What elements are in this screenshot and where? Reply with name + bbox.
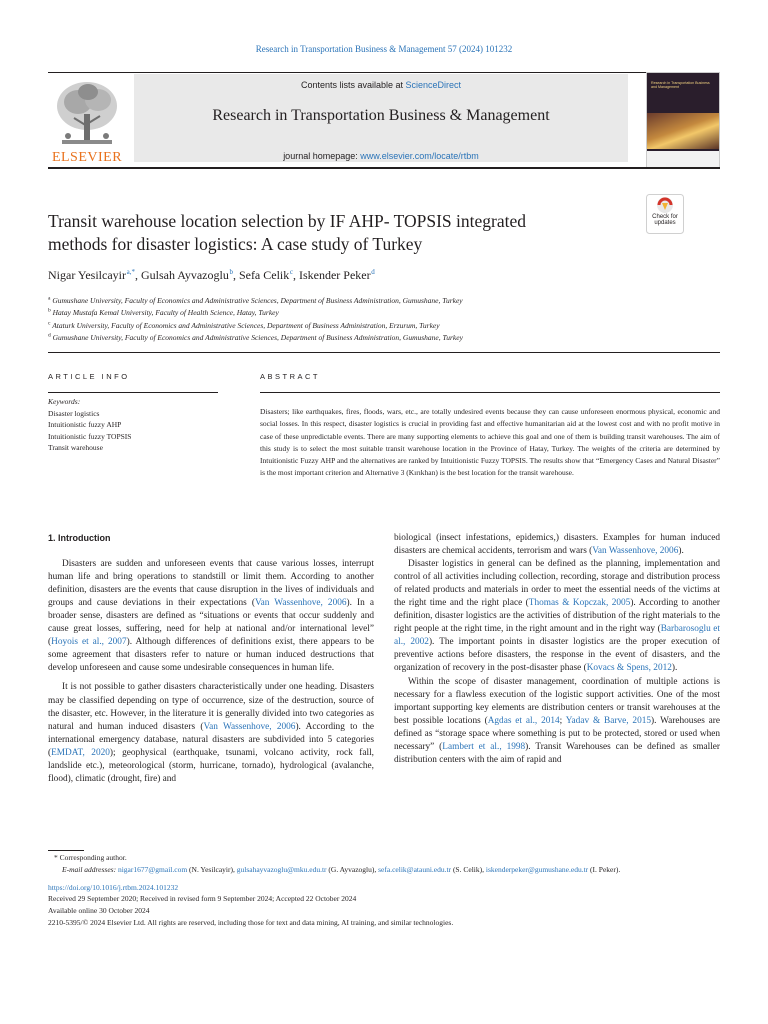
footnote-rule [48, 850, 84, 851]
body-paragraph: It is not possible to gather disasters characteristically under one heading. Disasters may be classified depending on type of occurrence, size of the destruction, source of the disaster, etc. However, in the literature it is generally divided into two categories as natural and human induced disasters (Van Wassenhove, 2006). According to the international emergency database, natural disasters are subdivided into 5 categories (EMDAT, 2020); geophysical (earthquake, tsunami, volcano activity, rock fall, landslide etc.), meteorological (storm, hurricane, tornado), hydrological (avalanche, flood), climatic (drought, fire) and [48, 682, 374, 784]
copyright-notice: 2210-5395/© 2024 Elsevier Ltd. All rights are reserved, including those for text and data mining, AI training, and similar technologies. [48, 917, 454, 927]
affiliation-marker: c [48, 320, 51, 327]
abstract-heading: ABSTRACT [260, 372, 321, 381]
journal-homepage-line [134, 151, 628, 161]
affiliation-text: Ataturk University, Faculty of Economics and Administrative Sciences, Department of Business Administration, Erzurum, Turkey [52, 320, 440, 330]
citation-link[interactable]: Kovacs & Spens, 2012 [586, 663, 672, 674]
keyword-item: Transit warehouse [48, 443, 103, 452]
keyword-item: Disaster logistics [48, 408, 100, 418]
affiliation-marker: d [48, 332, 51, 339]
keywords-label: Keywords: [48, 397, 81, 406]
author-name[interactable]: Iskender Peker [298, 268, 371, 282]
author-name[interactable]: Sefa Celik [238, 268, 290, 282]
body-column-left [48, 532, 374, 786]
affiliation-text: Gumushane University, Faculty of Economics and Administrative Sciences, Department of Business Administration, Gumushane, Turkey [52, 296, 463, 305]
email-link[interactable]: nigar1677@gmail.com [117, 864, 188, 874]
available-online-date: Available online 30 October 2024 [48, 906, 150, 916]
affiliation-item [48, 320, 718, 332]
section-title-introduction: 1. Introduction [48, 533, 111, 543]
body-paragraph: Disaster logistics in general can be defined as the planning, implementation and control of all activities including collection, recording, storage and distribution process of related products and materials in order to meet the essential needs of the victims at the right time and the right place (Thomas & Kopczak, 2005). According to another definition, disaster logistics are the activities of distribution of the right materials to the right people at the right time, in the right amount and in the right way (Barbarosoglu et al., 2002). The important points in disaster logistics are the proper execution of preventive actions before disasters, the response in the event of disasters, and the organization of recovery in the post-disaster phase (Kovacs & Spens, 2012). [394, 559, 720, 674]
body-column-right [394, 532, 720, 767]
email-label: E-mail addresses: [62, 864, 118, 874]
email-addresses: E-mail addresses: nigar1677@gmail.com (N. Yesilcayir), gulsahayvazoglu@mku.edu.tr (G. Ayvazoglu), sefa.celik@atauni.edu.tr (S. Celik), iskenderpeker@gumushane.edu.tr (I. Peker). [62, 864, 621, 874]
affiliation-item [48, 295, 718, 307]
citation-link[interactable]: Thomas & Kopczak, 2005 [528, 598, 631, 609]
cover-title: Research in Transportation Business and Management [651, 81, 710, 90]
check-for-updates-label[interactable] [646, 214, 684, 226]
header-bottom-rule [48, 167, 720, 169]
citation-link[interactable]: Lambert et al., 1998 [442, 741, 526, 752]
affiliation-text: Hatay Mustafa Kemal University, Faculty of Health Science, Hatay, Turkey [52, 308, 279, 318]
abstract-rule [260, 392, 720, 393]
keyword-item: Intuitionistic fuzzy AHP [48, 420, 122, 429]
affiliation-bottom-rule [48, 352, 720, 353]
email-link[interactable]: iskenderpeker@gumushane.edu.tr [485, 864, 589, 874]
sciencedirect-link[interactable]: ScienceDirect [405, 80, 462, 90]
email-link[interactable]: sefa.celik@atauni.edu.tr [378, 864, 452, 874]
keywords-block [48, 396, 218, 454]
author-affiliation-marker[interactable]: a,* [126, 268, 135, 276]
article-info-rule [48, 392, 218, 393]
author-affiliation-marker[interactable]: b [229, 268, 233, 276]
check-updates-line1: Check for [652, 214, 678, 220]
body-paragraph: biological (insect infestations, epidemics,) disasters. Examples for human induced disasters are chemical accidents, terrorism and wars (Van Wassenhove, 2006). [394, 533, 720, 557]
journal-cover-thumbnail[interactable] [646, 72, 720, 168]
author-affiliation-marker[interactable]: c [289, 268, 293, 276]
contents-prefix: Contents lists available at [300, 80, 406, 90]
citation-link[interactable]: Hoyois et al., 2007 [51, 637, 127, 648]
affiliation-marker: a [48, 295, 51, 302]
footnotes-block [48, 852, 720, 929]
article-title-line2: methods for disaster logistics: A case study of Turkey [48, 234, 423, 254]
journal-reference-link[interactable]: Research in Transportation Business & Management 57 (2024) 101232 [255, 44, 513, 54]
article-info-heading: ARTICLE INFO [48, 372, 130, 381]
affiliation-list [48, 295, 718, 344]
homepage-prefix: journal homepage: [283, 151, 361, 161]
author-separator: , [134, 268, 141, 282]
abstract-text: Disasters; like earthquakes, fires, floods, wars, etc., are totally undesired events because they can cause unforeseen enormous physical, economic and social losses. In this respect, disaster logistics is crucial in providing fast and effective humanitarian aid at the lowest cost and with no profit motive in case of these unpredictable events. There are many supporting elements to achieve this goal and one of them is building transit warehouses. The aim of this study is to select the most suitable transit warehouse location in the Province of Hatay, Turkey. The weights of the criteria are determined by Intuitionistic Fuzzy AHP and the alternatives are ranked by Intuitionistic Fuzzy TOPSIS. The results show that “Emergency Cases and Natural Disaster” is the most important criterion and Alternative 3 (Kırıkhan) is the best location for the transit warehouse. [260, 407, 720, 478]
body-paragraph: Within the scope of disaster management, coordination of multiple actions is necessary for a flawless execution of the logistic support activities. One of the most important supporting key elements are distribution centers or transit warehouses at the best possible locations (Agdas et al., 2014; Yadav & Barve, 2015). Warehouses are defined as “storage space where something is put to be protected, stored or used when necessary” (Lambert et al., 1998). Transit Warehouses can be defined as smaller distribution centers with the aim of rapid and [394, 676, 721, 765]
affiliation-marker: b [48, 307, 51, 314]
affiliation-item [48, 307, 718, 319]
citation-link[interactable]: Yadav & Barve, 2015 [565, 715, 652, 726]
contents-list-line [134, 80, 628, 90]
author-list [48, 268, 648, 283]
article-title-line1: Transit warehouse location selection by IF AHP- TOPSIS integrated [48, 211, 526, 231]
citation-link[interactable]: Barbarosoglu et al., 2002 [394, 624, 720, 648]
affiliation-item [48, 332, 718, 344]
article-title [48, 210, 608, 256]
citation-link[interactable]: Van Wassenhove, 2006 [203, 721, 296, 732]
author-separator: , [232, 268, 239, 282]
cover-image [647, 113, 719, 149]
body-paragraph: Disasters are sudden and unforeseen events that cause various losses, interrupt human life and bring operations to standstill or limit them. According to another definition, disasters are the events that cause disruption in the lives of individuals and groups and cause deviations in their expectations (Van Wassenhove, 2006). In a broader sense, disasters are defined as “situations or events that occur suddenly and cause great losses, suffering, need for help at national and/or international level” (Hoyois et al., 2007). Although differences of definitions exist, there appears to be some agreement that disasters refer to nature or human induced destructions that develop unforeseen and cause some undesirable consequences in human life. [48, 559, 374, 674]
citation-link[interactable]: Van Wassenhove, 2006 [254, 598, 347, 609]
elsevier-wordmark: ELSEVIER [51, 150, 123, 165]
author-separator: , [292, 268, 299, 282]
header-top-rule [48, 72, 720, 73]
author-affiliation-marker[interactable]: d [371, 268, 375, 276]
journal-title: Research in Transportation Business & Management [212, 107, 550, 124]
citation-link[interactable]: Van Wassenhove, 2006 [592, 546, 679, 557]
cover-footer [647, 151, 719, 167]
citation-link[interactable]: EMDAT, 2020 [51, 747, 110, 758]
homepage-link[interactable]: www.elsevier.com/locate/rtbm [360, 151, 479, 161]
affiliation-text: Gumushane University, Faculty of Economics and Administrative Sciences, Department of Business Administration, Gumushane, Turkey [52, 332, 463, 342]
received-dates: Received 29 September 2020; Received in revised form 9 September 2024; Accepted 22 October 2024 [48, 894, 357, 904]
corresponding-author-note: * Corresponding author. [54, 853, 127, 862]
doi-link[interactable]: https://doi.org/10.1016/j.rtbm.2024.101232 [48, 882, 179, 892]
keyword-item: Intuitionistic fuzzy TOPSIS [48, 431, 132, 441]
author-name[interactable]: Nigar Yesilcayir [48, 268, 126, 282]
author-name[interactable]: Gulsah Ayvazoglu [140, 268, 229, 282]
citation-link[interactable]: Agdas et al., 2014 [487, 715, 560, 726]
check-updates-line2: updates [654, 220, 676, 226]
email-link[interactable]: gulsahayvazoglu@mku.edu.tr [236, 864, 327, 874]
